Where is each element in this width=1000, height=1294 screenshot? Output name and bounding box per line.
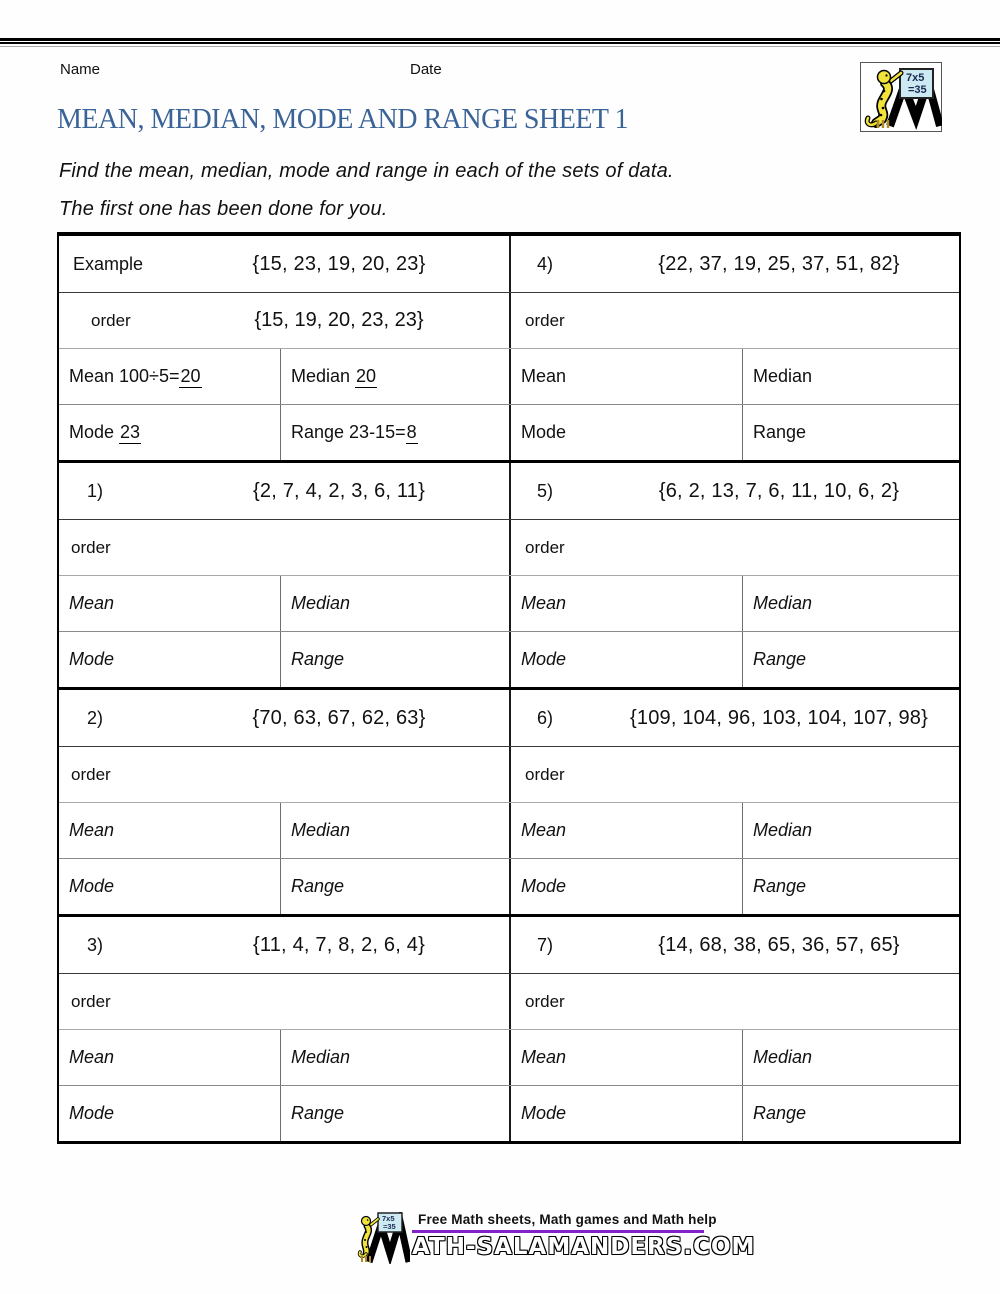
stat-cell-mode: Mode 23 [59,405,281,460]
mean-median-row [59,575,959,631]
stat-cell-median: Median [753,1047,813,1067]
order-row [59,292,959,348]
stat-cell-mode: Mode [59,1086,281,1141]
stat-cell-range: Range 23-15= 8 [291,421,417,442]
stat-cell-median: Median [753,366,813,386]
order-row [59,973,959,1029]
set-row [59,463,959,519]
stat-cell-mean: Mean [511,803,743,858]
stat-cell-median: Median [291,593,351,613]
data-set: {2, 7, 4, 2, 3, 6, 11} [253,479,425,502]
stat-cell-mean: Mean [59,576,281,631]
instruction-line-2: The first one has been done for you. [59,198,388,220]
footer-site-text: ATH-SALAMANDERS.COM [412,1234,756,1260]
problem-label: Example [73,253,144,274]
order-label: order [71,991,111,1011]
data-set: {14, 68, 38, 65, 36, 57, 65} [658,933,900,956]
answer-value: 20 [180,365,201,386]
svg-text:=35: =35 [383,1222,396,1231]
stat-cell-mean: Mean [511,576,743,631]
answer-value: 23 [120,421,141,442]
mode-range-row [59,1085,959,1141]
order-label: order [71,764,111,784]
mean-median-row [59,348,959,404]
set-row [59,236,959,292]
mode-range-row [59,404,959,460]
page-title: MEAN, MEDIAN, MODE AND RANGE SHEET 1 [57,104,629,135]
instruction-line-1: Find the mean, median, mode and range in each of the sets of data. [59,160,674,182]
problem-label: 7) [537,934,554,955]
problem-label: 3) [87,934,104,955]
block-3-7 [59,914,959,1141]
answer-value: 8 [406,421,417,442]
answer-value: 20 [356,365,377,386]
stat-cell-range: Range [753,422,807,442]
footer-purple-rule [412,1230,704,1233]
stat-cell-mode: Mode [511,632,743,687]
order-label: order [525,537,565,557]
svg-text:=35: =35 [908,84,927,96]
salamander-footer-icon [356,1212,410,1264]
order-row [59,519,959,575]
stat-cell-median: Median [291,1047,351,1067]
stat-cell-median: Median [291,820,351,840]
svg-text:7x5: 7x5 [382,1214,395,1223]
data-set: {22, 37, 19, 25, 37, 51, 82} [658,252,900,275]
name-label: Name [60,61,101,78]
order-label: order [525,764,565,784]
stat-cell-mean: Mean [511,349,743,404]
problem-label: 5) [537,480,554,501]
stat-cell-range: Range [753,1103,807,1123]
block-1-5 [59,460,959,687]
stat-cell-mode: Mode [511,859,743,914]
stat-cell-mode: Mode [59,859,281,914]
stat-cell-range: Range [753,876,807,896]
data-set: {109, 104, 96, 103, 104, 107, 98} [630,706,928,729]
mode-range-row [59,858,959,914]
problem-label: 1) [87,480,104,501]
salamander-logo-icon [860,62,942,132]
order-row [59,746,959,802]
data-set: {15, 23, 19, 20, 23} [252,252,426,275]
set-row [59,917,959,973]
svg-text:7x5: 7x5 [906,72,925,84]
footer-branding [356,1212,755,1264]
block-example-4 [59,236,959,460]
stat-cell-mean: Mean [59,803,281,858]
order-answer: {15, 19, 20, 23, 23} [254,309,424,331]
worksheet-table [57,232,961,1144]
data-set: {6, 2, 13, 7, 6, 11, 10, 6, 2} [658,479,900,502]
problem-label: 4) [537,253,554,274]
stat-cell-range: Range [753,649,807,669]
mean-median-row [59,802,959,858]
stat-cell-mode: Mode [511,1086,743,1141]
stat-cell-median: Median 20 [291,365,377,386]
stat-cell-mode: Mode [511,405,743,460]
set-row [59,690,959,746]
footer-tagline: Free Math sheets, Math games and Math help [418,1212,717,1227]
stat-cell-mean: Mean [59,1030,281,1085]
math-salamanders-logo [860,62,942,137]
stat-cell-range: Range [291,876,345,896]
stat-cell-median: Median [753,820,813,840]
data-set: {11, 4, 7, 8, 2, 6, 4} [253,933,425,956]
order-label: order [525,991,565,1011]
date-label: Date [410,61,442,78]
problem-label: 6) [537,707,554,728]
stat-cell-mode: Mode [59,632,281,687]
mode-range-row [59,631,959,687]
stat-cell-range: Range [291,649,345,669]
stat-cell-median: Median [753,593,813,613]
stat-cell-mean: Mean [511,1030,743,1085]
problem-label: 2) [87,707,104,728]
top-divider-rule [0,38,1000,47]
block-2-6 [59,687,959,914]
order-label: order [91,310,131,330]
order-label: order [71,537,111,557]
order-label: order [525,310,565,330]
data-set: {70, 63, 67, 62, 63} [252,706,426,729]
stat-cell-mean: Mean 100÷5= 20 [59,349,281,404]
stat-cell-range: Range [291,1103,345,1123]
mean-median-row [59,1029,959,1085]
